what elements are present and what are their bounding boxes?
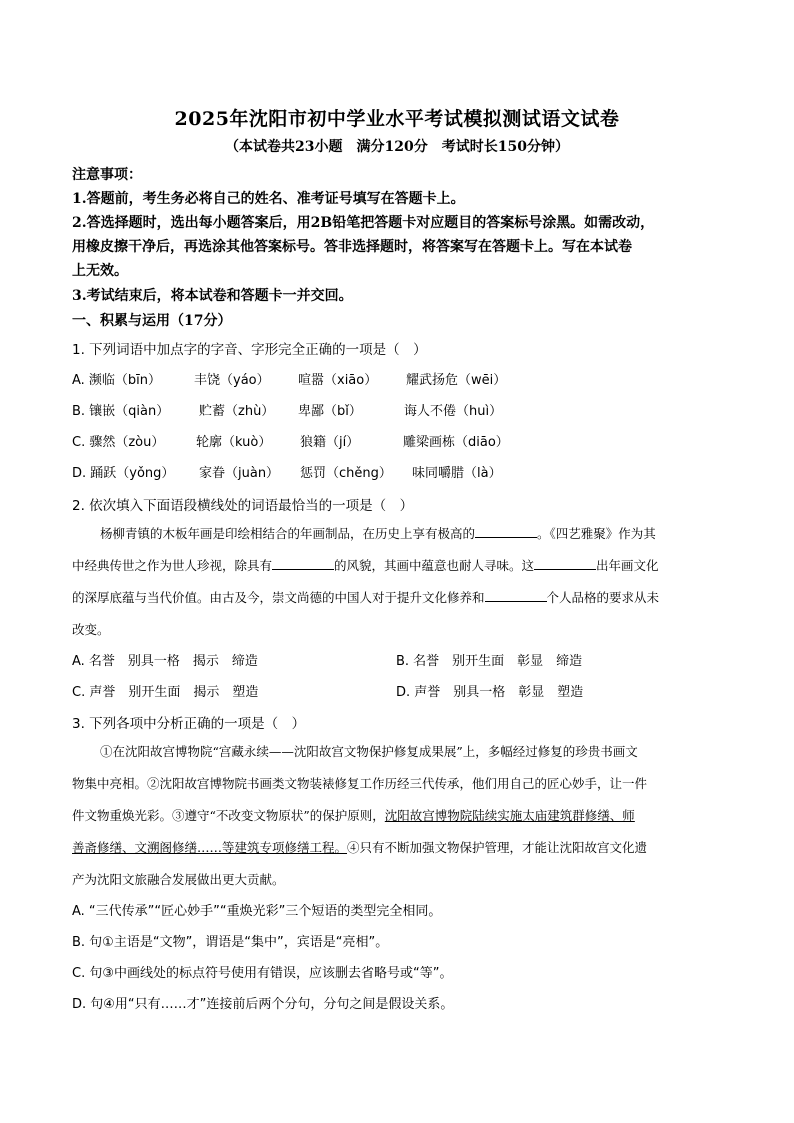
exam-page: 2025年沈阳市初中学业水平考试模拟测试语文试卷 （本试卷共23小题 满分120分 考试时长150分钟） 注意事项： 1.答题前，考生务必将自己的姓名、准考证号填写在答题卡上。 2.答选择题时，选出每小题答案后，用2B铅笔把答题卡对应题目的答案标号涂黑。如需改动， 用橡皮擦干净后，再选涂其他答案标号。答非选择题时，将答案写在答题卡上。写在本试卷 上无效。 3.考试结束后，将本试卷和答题卡一并交回。 一、积累与运用（17分） 1. 下列词语中加点字的字音、字形完全正确的一项是（ ） A. 濒临（bīn） 丰饶（yáo） 喧嚣（xiāo） 耀武扬危（wēi） B. 镶嵌（qiàn） 贮蓄（zhù） 卑鄙（bǐ） 诲人不倦（huì） C. 骤然（zòu） 轮廓（kuò） 狼籍（jí） 雕梁画栋（diāo） D. 踊跃（yǒng） 家眷（juàn） 惩罚（chěng） 味同嚼腊（là） 2. 依次填入下面语段横线处的词语最恰当的一项是（ ） 杨柳青镇的木板年画是印绘相结合的年画制品，在历史上享有极高的 。《四艺雅聚》作为其 中经典传世之作为世人珍视，除具有 的风貌，其画中蕴意也耐人寻味。这 出年画文化 的深厚底蕴与当代价值。由古及今，崇文尚德的中国人对于提升文化修养和 个人品格的要求从未 改变。 A. 名誉 别具一格 揭示 缔造 B. 名誉 别开生面 彰显 缔造 C. 声誉 别开生面 揭示 塑造 D. 声誉 别具一格 彰显 塑造 3. 下列各项中分析正确的一项是（ ） ①在沈阳故宫博物院“宫藏永续——沈阳故宫文物保护修复成果展”上，多幅经过修复的珍贵书画文 物集中亮相。②沈阳故宫博物院书画类文物装裱修复工作历经三代传承，他们用自己的匠心妙手，让一件 件文物重焕光彩。③遵守“不改变文物原状”的保护原则，沈阳故宫博物院陆续实施太庙建筑群修缮、师 善斋修缮、文溯阁修缮……等建筑专项修缮工程。④只有不断加强文物保护管理，才能让沈阳故宫文化遗 产为沈阳文旅融合发展做出更大贡献。 A. “三代传承”“匠心妙手”“重焕光彩”三个短语的类型完全相同。 B. 句①主语是“文物”，谓语是“集中”，宾语是“亮相”。 C. 句③中画线处的标点符号使用有错误，应该删去省略号或“等”。 D. 句④用“只有……才”连接前后两个分句，分句之间是假设关系。 [0,0,794,1123]
notes-heading: 注意事项： [72,167,142,183]
page-title: 2025年沈阳市初中学业水平考试模拟测试语文试卷 [174,108,620,130]
question-2-passage: 杨柳青镇的木板年画是印绘相结合的年画制品，在历史上享有极高的 。《四艺雅聚》作为其 中经典传世之作为世人珍视，除具有 的风貌，其画中蕴意也耐人寻味。这 出年画文化 的深厚底蕴与当代价值。由古及今，崇文尚德的中国人对于提升文化修养和 个人品格的要求从未 改变。 [72,526,660,637]
question-2-option-b: B. 名誉 别开生面 彰显 缔造 [396,654,583,669]
question-3-option-b: B. 句①主语是“文物”，谓语是“集中”，宾语是“亮相”。 [72,935,389,950]
exam-info: （本试卷共23小题 满分120分 考试时长150分钟） [225,139,569,155]
blank-4[interactable] [485,589,547,602]
underlined-sentence-part-1: 沈阳故宫博物院陆续实施太庙建筑群修缮、师 [384,808,635,823]
question-2-option-a: A. 名誉 别具一格 揭示 缔造 [72,654,258,669]
question-3-option-a: A. “三代传承”“匠心妙手”“重焕光彩”三个短语的类型完全相同。 [72,904,442,919]
note-item-2-line-1: 2.答选择题时，选出每小题答案后，用2B铅笔把答题卡对应题目的答案标号涂黑。如需改动， [72,215,655,231]
question-3-passage: ①在沈阳故宫博物院“宫藏永续——沈阳故宫文物保护修复成果展”上，多幅经过修复的珍贵书画文 物集中亮相。②沈阳故宫博物院书画类文物装裱修复工作历经三代传承，他们用自己的匠心妙手，让一件 件文物重焕光彩。③遵守“不改变文物原状”的保护原则，沈阳故宫博物院陆续实施太庙建筑群修缮、师 善斋修缮、文溯阁修缮……等建筑专项修缮工程。④只有不断加强文物保护管理，才能让沈阳故宫文化遗 产为沈阳文旅融合发展做出更大贡献。 [72,744,648,887]
blank-3[interactable] [534,557,596,570]
question-3-option-c: C. 句③中画线处的标点符号使用有错误，应该删去省略号或“等”。 [72,966,453,981]
question-2-stem: 2. 依次填入下面语段横线处的词语最恰当的一项是（ ） [72,498,414,514]
note-item-1: 1.答题前，考生务必将自己的姓名、准考证号填写在答题卡上。 [72,191,465,207]
question-1-stem: 1. 下列词语中加点字的字音、字形完全正确的一项是（ ） [72,342,427,358]
underlined-sentence-part-2: 善斋修缮、文溯阁修缮……等建筑专项修缮工程。 [72,840,348,855]
blank-1[interactable] [475,525,537,538]
note-item-3: 3.考试结束后，将本试卷和答题卡一并交回。 [72,288,353,304]
note-item-2-line-2: 用橡皮擦干净后，再选涂其他答案标号。答非选择题时，将答案写在答题卡上。写在本试卷 [72,239,632,255]
note-item-2-line-3: 上无效。 [72,263,128,279]
question-3-stem: 3. 下列各项中分析正确的一项是（ ） [72,716,306,732]
question-2-option-d: D. 声誉 别具一格 彰显 塑造 [396,685,584,700]
blank-2[interactable] [272,557,334,570]
question-2-option-c: C. 声誉 别开生面 揭示 塑造 [72,685,259,700]
question-3-option-d: D. 句④用“只有……才”连接前后两个分句，分句之间是假设关系。 [72,997,454,1012]
section-heading: 一、积累与运用（17分） [72,313,232,329]
